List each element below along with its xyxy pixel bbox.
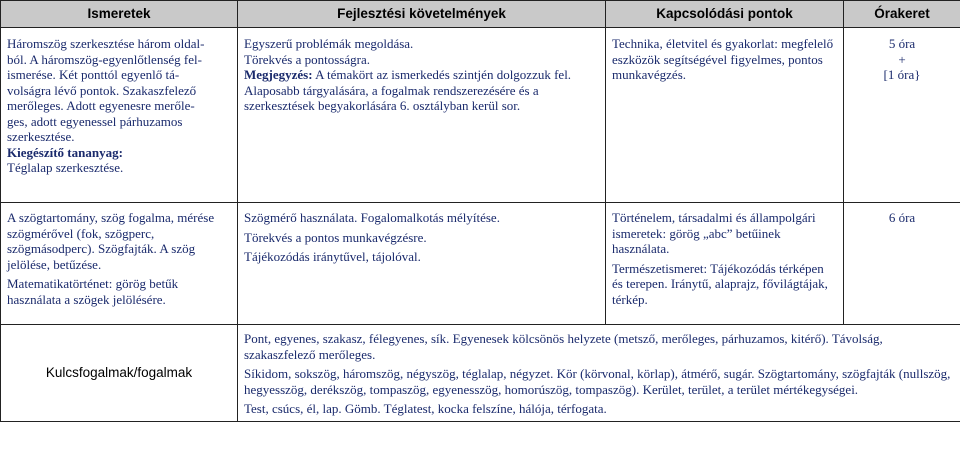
header-fejlesztesi-kovetelmenyek: Fejlesztési követelmények [238, 1, 606, 28]
orakeret-value: 5 óra [888, 36, 916, 51]
kiegeszito-text: Téglalap szerkesztése. [7, 160, 124, 175]
header-ismeretek: Ismeretek [1, 1, 238, 28]
row1-ismeretek-text [7, 36, 231, 145]
kiegeszito-label: Kiegészítő tananyag: [7, 144, 123, 160]
row1-ismeretek-cell [1, 28, 238, 203]
text-line: Háromszög szerkesztése három oldal- [7, 36, 205, 51]
keywords-paragraph: Síkidom, sokszög, háromszög, négyszög, téglalap, négyzet. Kör (körvonal, körlap), átmérő, sugár. Szögtartomány, szögfajták (nullszög, hegyesszög, derékszög, tompaszög, egyenesszög, homorúszög, tompaszög). Kerület, terület, a terület mértékegységei. [244, 366, 951, 397]
keywords-label: Kulcsfogalmak/fogalmak [1, 325, 238, 422]
text-line: ismerése. Két ponttól egyenlő tá- [7, 67, 180, 82]
orakeret-plus: + [898, 51, 906, 67]
row2-ismeretek-cell [1, 203, 238, 325]
fejlesztes-line: Törekvés a pontos munkavégzésre. [244, 229, 427, 245]
orakeret-extra: [1 óra} [883, 67, 921, 82]
row1-kapcsolodas-cell [606, 28, 844, 203]
fejlesztes-line: Szögmérő használata. Fogalomalkotás mélyítése. [244, 210, 500, 225]
row1-orakeret-cell [844, 28, 960, 203]
header-orakeret: Órakeret [844, 1, 960, 28]
kapcsolodas-text: Történelem, társadalmi és állampolgári ismeretek: görög „abc” betűinek használata. [612, 210, 816, 256]
text-line: szerkesztése. [7, 129, 75, 144]
orakeret-value: 6 óra [888, 210, 916, 225]
kapcsolodas-text: Technika, életvitel és gyakorlat: megfelelő eszközök segítségével figyelmes, pontos munkavégzés. [612, 36, 834, 82]
ismeretek-text-history: Matematikatörténet: görög betűk használata a szögek jelölésére. [7, 276, 179, 307]
table-row [1, 28, 960, 203]
table-row [1, 203, 960, 325]
header-row [1, 1, 960, 28]
text-line: ges, adott egyenessel párhuzamos [7, 113, 183, 129]
text-line: ból. A háromszög-egyenlőtlenség fel- [7, 51, 202, 67]
megjegyzes-label: Megjegyzés: [244, 67, 313, 82]
row2-fejlesztes-cell [238, 203, 606, 325]
text-line: merőleges. Adott egyenesre merőle- [7, 98, 195, 113]
fejlesztes-line: Törekvés a pontosságra. [244, 51, 370, 67]
text-line: volságra lévő pontok. Szakaszfelező [7, 82, 197, 98]
keywords-paragraph: Pont, egyenes, szakasz, félegyenes, sík. Egyenesek kölcsönös helyzete (metsző, merőleges, párhuzamos, kitérő). Távolság, szakaszfelező merőleges. [244, 331, 883, 362]
row1-fejlesztes-cell [238, 28, 606, 203]
megjegyzes [244, 67, 599, 114]
keywords-paragraph: Test, csúcs, él, lap. Gömb. Téglatest, kocka felszíne, hálója, térfogata. [244, 401, 607, 416]
row2-orakeret-cell [844, 203, 960, 325]
row2-kapcsolodas-cell [606, 203, 844, 325]
keywords-cell [238, 325, 960, 422]
keywords-row [1, 325, 960, 422]
megjegyzes-text: A témakört az ismerkedés szintjén dolgozzuk fel. Alaposabb tárgyalására, a fogalmak rendszerezésére és a szerkesztések begyakorlására 6. osztályban kerül sor. [244, 67, 572, 113]
fejlesztes-line: Tájékozódás iránytűvel, tájolóval. [244, 249, 421, 264]
kapcsolodas-text: Természetismeret: Tájékozódás térképen és terepen. Iránytű, alaprajz, fővilágtájak, térkép. [612, 260, 828, 307]
ismeretek-text: A szögtartomány, szög fogalma, mérése szögmérővel (fok, szögperc, szögmásodperc). Szögfajták. A szög jelölése, betűzése. [7, 210, 215, 272]
fejlesztes-line: Egyszerű problémák megoldása. [244, 36, 414, 51]
header-kapcsolodasi-pontok: Kapcsolódási pontok [606, 1, 844, 28]
